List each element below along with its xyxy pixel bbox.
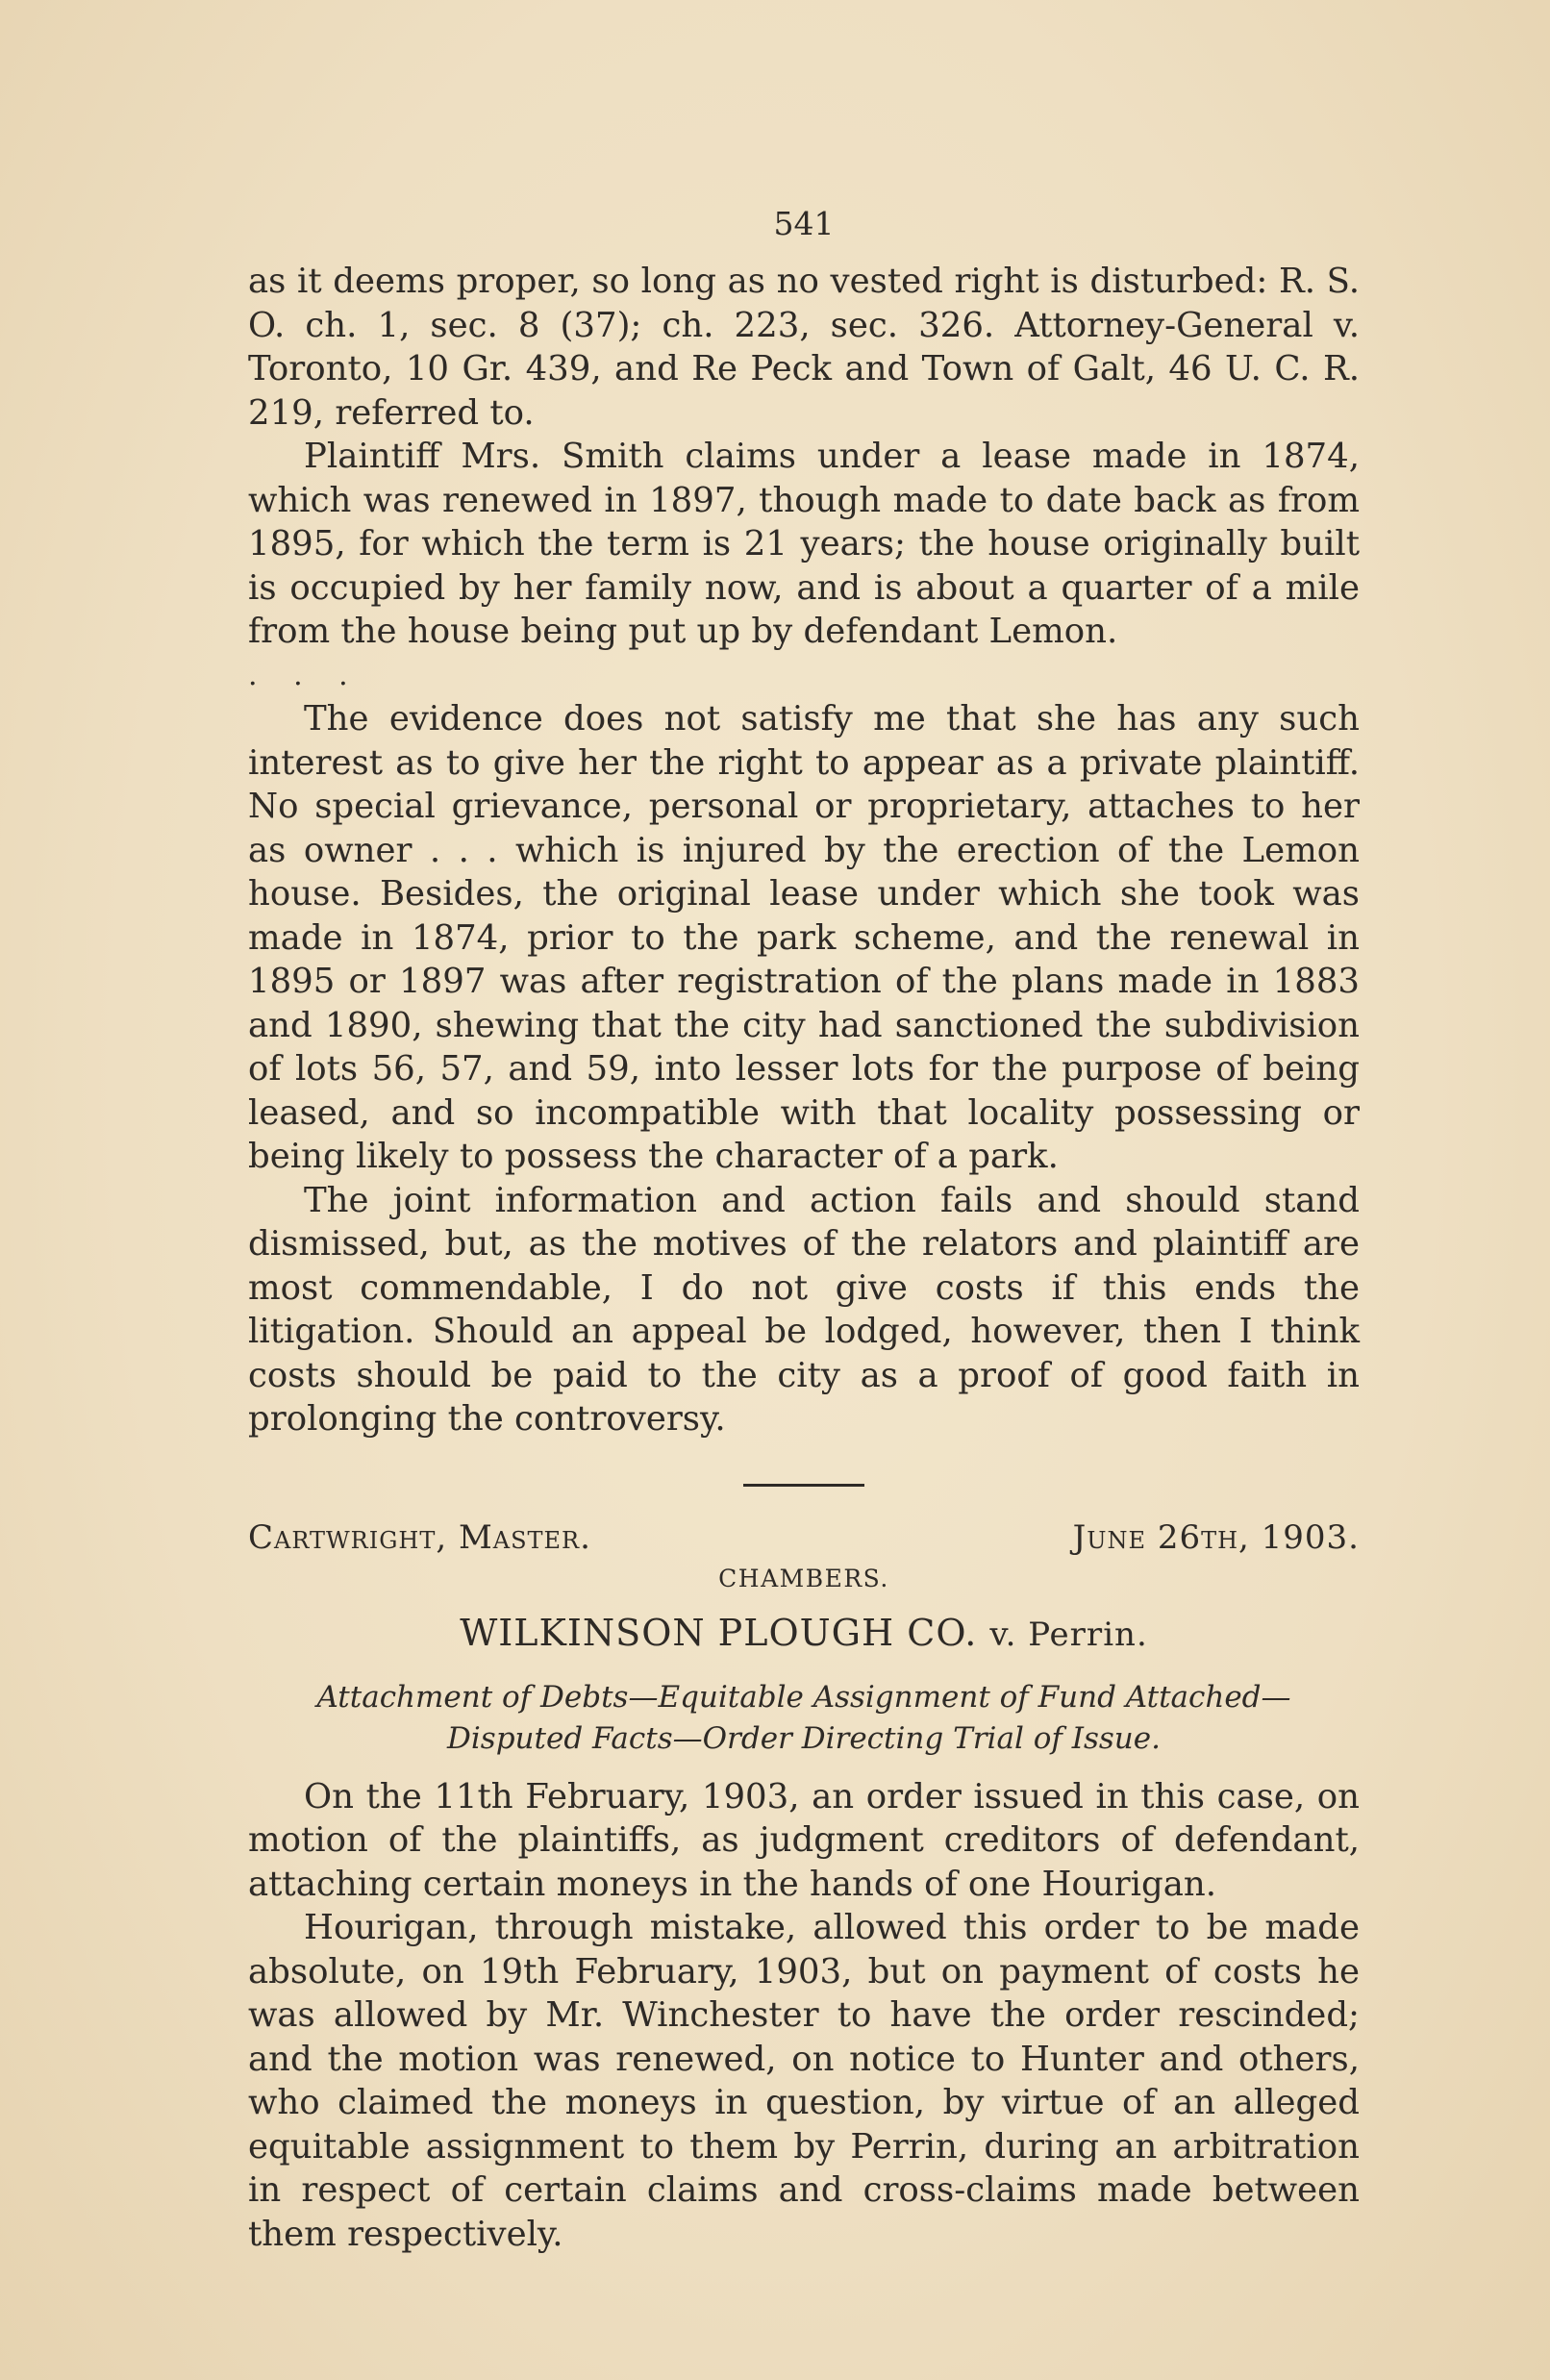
case-title-parties: WILKINSON PLOUGH CO. [460, 1611, 978, 1654]
paragraph-evidence: The evidence does not satisfy me that she has any such interest as to give her the right to appear as a private plaintiff. No special grievance, personal or proprietary, attaches to her as owner . . . which is injured by the erection of the Lemon house. Besides, the original lease under which she took was made in 1874, prior to the park scheme, and the renewal in 1895 or 1897 was after registration of the plans made in 1883 and 1890, shewing that the city had sanctioned the subdivision of lots 56, 57, and 59, into lesser lots for the purpose of being leased, and so incompatible with that locality possessing or being likely to possess the character of a park. [248, 699, 1360, 1176]
paragraph-plaintiff-claim: Plaintiff Mrs. Smith claims under a lease made in 1874, which was renewed in 1897, though made to date back as from 1895, for which the term is 21 years; the house originally built is occupied by her family now, and is about a quarter of a mile from the house being put up by defendant Lemon. [248, 437, 1360, 651]
omission-ellipsis: . . . [248, 658, 362, 692]
text-column [248, 192, 1360, 2256]
headnote: Attachment of Debts—Equitable Assignment of Fund Attached—Disputed Facts—Order Directing Trial of Issue. [316, 1679, 1291, 1756]
page-number: 541 [773, 205, 835, 242]
case-title [248, 1604, 1360, 1664]
paragraph-order-issued: On the 11th February, 1903, an order issued in this case, on motion of the plaintiffs, as judgment creditors of defendant, attaching certain moneys in the hands of one Hourigan. [248, 1776, 1360, 1904]
section-divider [743, 1484, 864, 1487]
paragraph-joint-information: The joint information and action fails and should stand dismissed, but, as the motives of the relators and plaintiff are most commendable, I do not give costs if this ends the litigation. Should an appeal be lodged, however, then I think costs should be paid to the city as a proof of good faith in prolonging the controversy. [248, 1180, 1360, 1439]
judge-name: Cartwright, Master. [248, 1517, 591, 1557]
paragraph-hourigan: Hourigan, through mistake, allowed this order to be made absolute, on 19th February, 1903, but on payment of costs he was allowed by Mr. Winchester to have the order rescinded; and the motion was renewed, on notice to Hunter and others, who claimed the moneys in question, by virtue of an alleged equitable assignment to them by Perrin, during an arbitration in respect of certain claims and cross-claims made between them respectively. [248, 1908, 1360, 2254]
case-date: June 26th, 1903. [1072, 1517, 1360, 1557]
court-name: CHAMBERS. [718, 1564, 889, 1592]
paragraph-continuation: as it deems proper, so long as no vested right is disturbed: R. S. O. ch. 1, sec. 8 (37); ch. 223, sec. 326. Attorney-General v. Toronto, 10 Gr. 439, and Re Peck and Town of Galt, 46 U. C. R. 219, referred to. [248, 262, 1360, 433]
case-title-defendant: v. Perrin. [989, 1615, 1148, 1654]
case-header-line [248, 1516, 1360, 1560]
